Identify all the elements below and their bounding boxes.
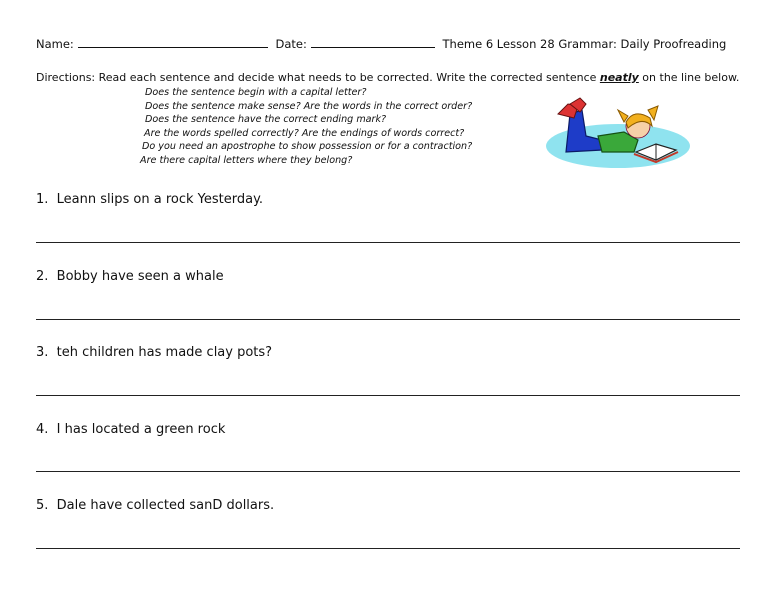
question-number: 3. [36, 345, 49, 360]
name-blank[interactable] [78, 37, 268, 48]
worksheet-title: Theme 6 Lesson 28 Grammar: Daily Proofreading [442, 37, 727, 51]
directions-emphasis: neatly [599, 71, 639, 84]
answer-line-5[interactable] [36, 548, 740, 549]
proofreading-checklist [140, 86, 472, 168]
question-5 [36, 498, 274, 513]
worksheet-header [36, 37, 726, 51]
question-text: I has located a green rock [56, 422, 226, 437]
question-number: 1. [36, 192, 49, 207]
directions-text: Directions: Read each sentence and decide what needs to be corrected. Write the corrected sentence [36, 71, 600, 84]
question-text: Leann slips on a rock Yesterday. [56, 192, 264, 207]
checklist-item: Do you need an apostrophe to show possession or for a contraction? [142, 141, 473, 153]
question-text: Dale have collected sanD dollars. [56, 498, 275, 513]
question-3 [36, 345, 272, 360]
question-number: 2. [36, 269, 49, 284]
date-blank[interactable] [311, 37, 435, 48]
checklist-item: Does the sentence make sense? Are the words in the correct order? [145, 100, 473, 112]
answer-line-4[interactable] [36, 471, 740, 472]
checklist-item: Does the sentence begin with a capital letter? [145, 87, 367, 98]
question-1 [36, 192, 263, 207]
answer-line-1[interactable] [36, 242, 740, 243]
checklist-item: Are the words spelled correctly? Are the endings of words correct? [144, 127, 465, 139]
question-text: Bobby have seen a whale [56, 269, 224, 284]
question-2 [36, 269, 224, 284]
directions-text-end: on the line below. [638, 71, 740, 84]
directions [36, 71, 739, 84]
question-text: teh children has made clay pots? [56, 345, 273, 360]
checklist-item: Does the sentence have the correct ending mark? [145, 114, 387, 126]
date-label: Date: [275, 37, 307, 51]
answer-line-3[interactable] [36, 395, 740, 396]
checklist-item: Are there capital letters where they belong? [140, 154, 353, 166]
question-number: 5. [36, 498, 49, 513]
question-number: 4. [36, 422, 49, 437]
question-4 [36, 422, 225, 437]
answer-line-2[interactable] [36, 319, 740, 320]
name-label: Name: [36, 37, 74, 51]
girl-reading-book-icon [544, 96, 690, 172]
